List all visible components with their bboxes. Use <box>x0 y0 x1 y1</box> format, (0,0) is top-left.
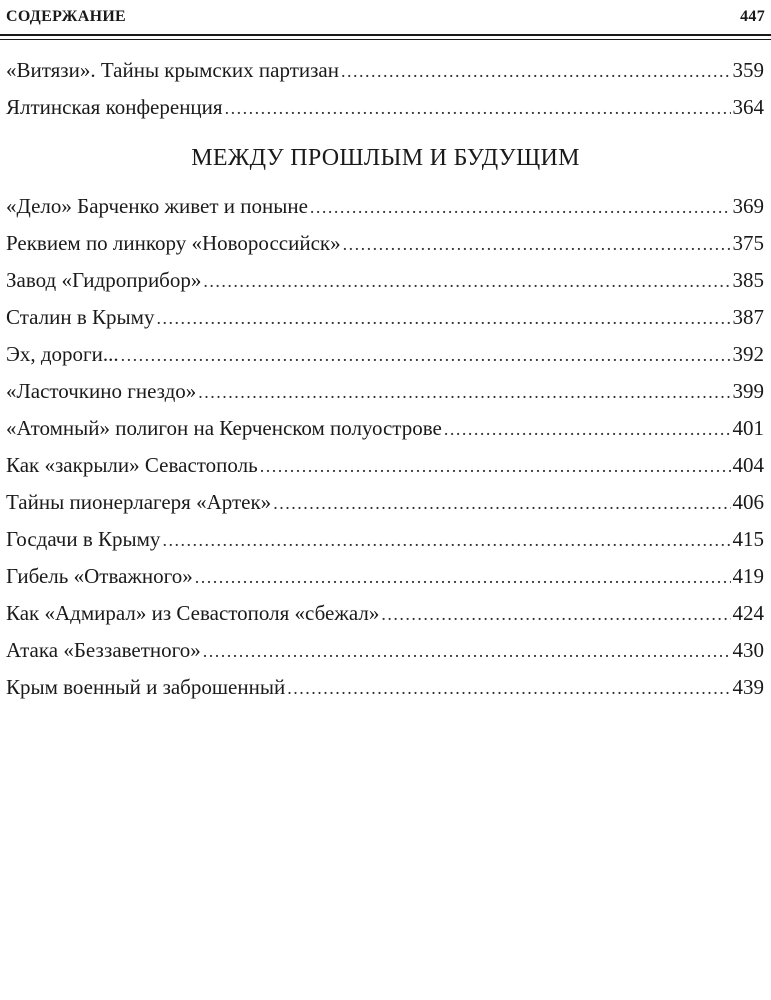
dot-leader <box>121 337 731 374</box>
dot-leader <box>444 411 731 448</box>
toc-entry-title: «Ласточкино гнездо» <box>6 379 197 403</box>
toc-entry-page: 387 <box>732 305 764 329</box>
toc-entry-title: «Дело» Барченко живет и поныне <box>6 194 308 218</box>
dot-leader <box>203 263 730 300</box>
dot-leader <box>203 633 731 670</box>
toc-entry-page: 424 <box>732 601 764 625</box>
toc-entry-title: Завод «Гидроприбор» <box>6 268 202 292</box>
toc-entry <box>6 632 764 669</box>
toc-entry-title: Как «Адмирал» из Севастополя «сбежал» <box>6 601 380 625</box>
dot-leader <box>198 374 730 411</box>
toc-entry-title: Атака «Беззаветного» <box>6 638 201 662</box>
toc-entry <box>6 669 764 706</box>
toc-entry <box>6 447 764 484</box>
toc-entry <box>6 52 764 89</box>
toc-entry-page: 359 <box>732 58 764 82</box>
toc-entry <box>6 410 764 447</box>
dot-leader <box>195 559 731 596</box>
toc-entry-page: 404 <box>732 453 764 477</box>
dot-leader <box>225 90 731 127</box>
toc-entry-page: 430 <box>732 638 764 662</box>
toc-entry-title: Гибель «Отважного» <box>6 564 193 588</box>
toc-entry-page: 375 <box>732 231 764 255</box>
toc-entry <box>6 373 764 410</box>
header-rule-thin <box>0 39 771 40</box>
toc-entry-page: 415 <box>732 527 764 551</box>
running-head-title: СОДЕРЖАНИЕ <box>6 8 127 25</box>
toc-entry-title: Госдачи в Крыму <box>6 527 161 551</box>
page-number: 447 <box>740 8 765 25</box>
toc-entry <box>6 262 764 299</box>
toc-entry-title: Как «закрыли» Севастополь <box>6 453 258 477</box>
toc-entry-title: Сталин в Крыму <box>6 305 155 329</box>
toc-entry-page: 369 <box>732 194 764 218</box>
toc-entry-page: 401 <box>732 416 764 440</box>
toc-entry <box>6 299 764 336</box>
dot-leader <box>310 189 731 226</box>
toc-entry-page: 406 <box>732 490 764 514</box>
dot-leader <box>273 485 730 522</box>
toc-entry-title: Реквием по линкору «Новороссийск» <box>6 231 341 255</box>
toc-entry-page: 385 <box>732 268 764 292</box>
header-rule-thick <box>0 34 771 36</box>
toc-entry-title: «Витязи». Тайны крымских партизан <box>6 58 339 82</box>
toc-entry-page: 392 <box>732 342 764 366</box>
dot-leader <box>343 226 731 263</box>
toc-entry <box>6 225 764 262</box>
toc-entry <box>6 558 764 595</box>
toc-entry-title: Ялтинская конференция <box>6 95 223 119</box>
toc-section-list <box>6 188 764 706</box>
toc-entry <box>6 521 764 558</box>
toc-entry-title: Эх, дороги... <box>6 342 119 366</box>
toc-entry <box>6 89 764 126</box>
dot-leader <box>287 670 730 707</box>
toc-entry-title: Крым военный и заброшенный <box>6 675 286 699</box>
toc-entry-title: «Атомный» полигон на Керченском полуострове <box>6 416 442 440</box>
toc-entry-page: 419 <box>732 564 764 588</box>
dot-leader <box>341 53 731 90</box>
toc-entry <box>6 595 764 632</box>
toc-entry <box>6 336 764 373</box>
dot-leader <box>381 596 730 633</box>
toc-entry-title: Тайны пионерлагеря «Артек» <box>6 490 272 514</box>
dot-leader <box>162 522 730 559</box>
toc-entry <box>6 484 764 521</box>
toc-entry-page: 399 <box>732 379 764 403</box>
toc-entry-page: 364 <box>732 95 764 119</box>
section-heading: МЕЖДУ ПРОШЛЫМ И БУДУЩИМ <box>191 145 580 171</box>
dot-leader <box>260 448 731 485</box>
toc-top-list <box>6 52 764 126</box>
running-head <box>6 8 765 30</box>
toc-entry-page: 439 <box>732 675 764 699</box>
dot-leader <box>156 300 730 337</box>
toc-entry <box>6 188 764 225</box>
